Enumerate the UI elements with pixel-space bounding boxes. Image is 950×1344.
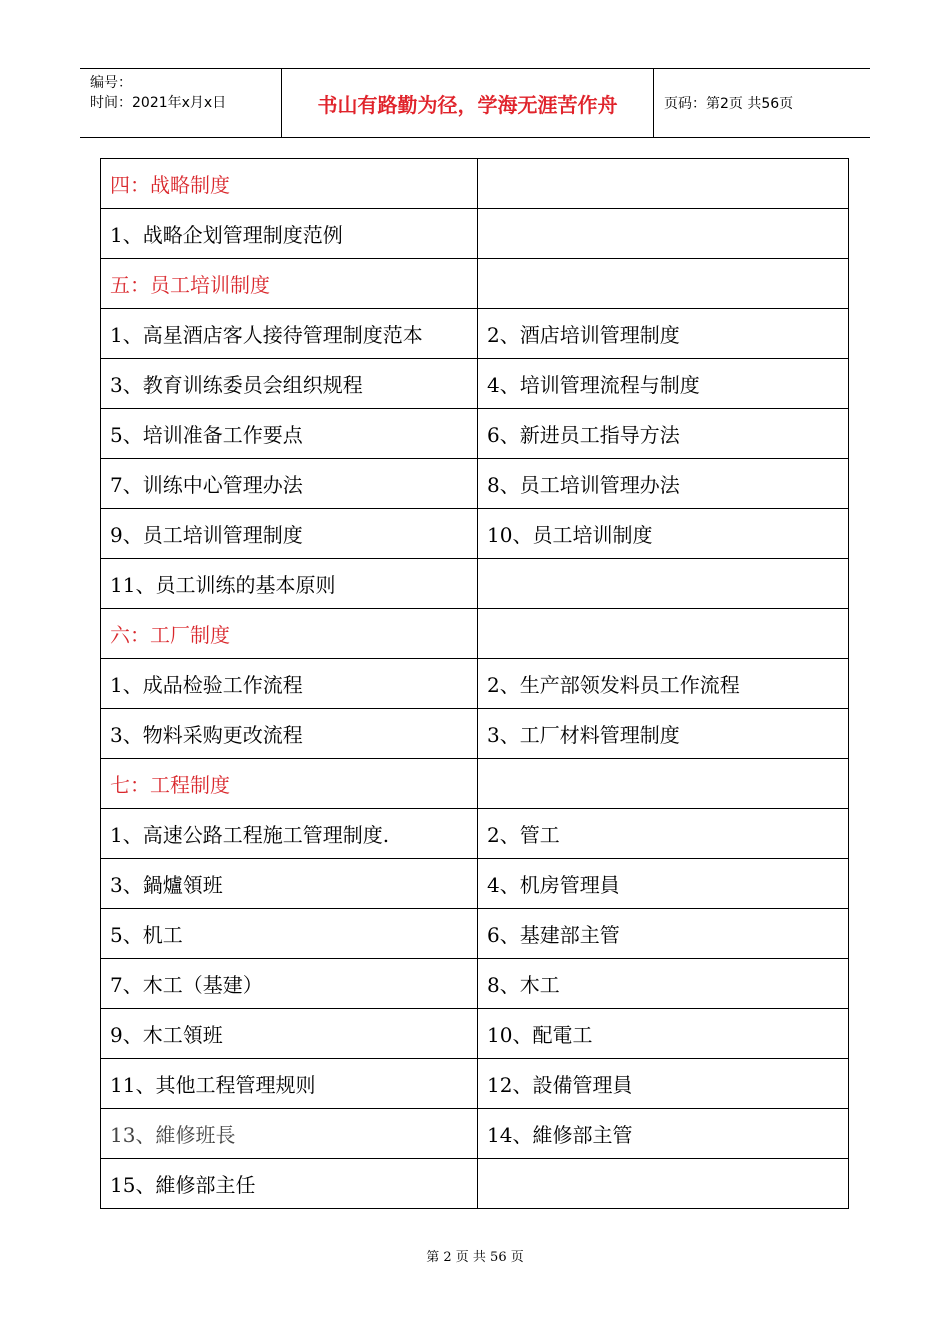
contents-table <box>100 158 849 1209</box>
item-right: 4、培训管理流程与制度 <box>478 359 849 409</box>
item-left: 7、训练中心管理办法 <box>101 459 478 509</box>
item-right: 10、员工培训制度 <box>478 509 849 559</box>
table-row <box>101 559 849 609</box>
item-right: 2、管工 <box>478 809 849 859</box>
table-row <box>101 1009 849 1059</box>
table-row <box>101 859 849 909</box>
item-right: 3、工厂材料管理制度 <box>478 709 849 759</box>
item-left: 3、物料采购更改流程 <box>101 709 478 759</box>
header-motto: 书山有路勤为径，学海无涯苦作舟 <box>282 69 654 137</box>
table-row <box>101 659 849 709</box>
section-row <box>101 609 849 659</box>
item-left: 9、员工培训管理制度 <box>101 509 478 559</box>
table-row <box>101 209 849 259</box>
item-left: 1、高速公路工程施工管理制度. <box>101 809 478 859</box>
document-date-label: 时间：2021年x月x日 <box>90 95 227 111</box>
item-left: 11、其他工程管理规则 <box>101 1059 478 1109</box>
item-right <box>478 209 849 259</box>
table-row <box>101 1059 849 1109</box>
section-row <box>101 159 849 209</box>
table-row <box>101 809 849 859</box>
section-row <box>101 759 849 809</box>
item-right <box>478 1159 849 1209</box>
document-number-label: 编号： <box>90 75 132 91</box>
item-left: 5、培训准备工作要点 <box>101 409 478 459</box>
item-right <box>478 609 849 659</box>
page-header <box>80 68 870 138</box>
item-left: 11、员工训练的基本原则 <box>101 559 478 609</box>
item-left: 1、成品检验工作流程 <box>101 659 478 709</box>
item-right: 8、员工培训管理办法 <box>478 459 849 509</box>
item-right: 6、基建部主管 <box>478 909 849 959</box>
table-row <box>101 459 849 509</box>
table-row <box>101 509 849 559</box>
table-row <box>101 909 849 959</box>
item-right <box>478 159 849 209</box>
table-row <box>101 709 849 759</box>
page-footer: 第 2 页 共 56 页 <box>426 1250 524 1265</box>
section-heading: 七：工程制度 <box>101 759 478 809</box>
item-right: 2、酒店培训管理制度 <box>478 309 849 359</box>
item-left: 1、高星酒店客人接待管理制度范本 <box>101 309 478 359</box>
item-left: 9、木工領班 <box>101 1009 478 1059</box>
table-row <box>101 409 849 459</box>
item-left: 7、木工（基建） <box>101 959 478 1009</box>
table-row <box>101 959 849 1009</box>
item-right: 2、生产部领发料员工作流程 <box>478 659 849 709</box>
section-heading: 六：工厂制度 <box>101 609 478 659</box>
item-left: 5、机工 <box>101 909 478 959</box>
header-page-code: 页码：第2页 共56页 <box>664 96 794 112</box>
section-heading: 四：战略制度 <box>101 159 478 209</box>
contents-table-body <box>101 159 849 1209</box>
item-left: 3、教育训练委员会组织规程 <box>101 359 478 409</box>
table-row <box>101 309 849 359</box>
item-right: 10、配電工 <box>478 1009 849 1059</box>
item-left: 1、战略企划管理制度范例 <box>101 209 478 259</box>
item-right: 14、維修部主管 <box>478 1109 849 1159</box>
item-right <box>478 259 849 309</box>
item-right <box>478 559 849 609</box>
section-row <box>101 259 849 309</box>
table-row <box>101 359 849 409</box>
table-row <box>101 1109 849 1159</box>
item-right: 12、設備管理員 <box>478 1059 849 1109</box>
item-right: 6、新进员工指导方法 <box>478 409 849 459</box>
item-right <box>478 759 849 809</box>
item-left: 13、維修班長 <box>101 1109 478 1159</box>
header-meta <box>80 69 282 137</box>
item-left: 15、維修部主任 <box>101 1159 478 1209</box>
item-right: 4、机房管理員 <box>478 859 849 909</box>
table-row <box>101 1159 849 1209</box>
section-heading: 五：员工培训制度 <box>101 259 478 309</box>
item-right: 8、木工 <box>478 959 849 1009</box>
item-left: 3、鍋爐領班 <box>101 859 478 909</box>
